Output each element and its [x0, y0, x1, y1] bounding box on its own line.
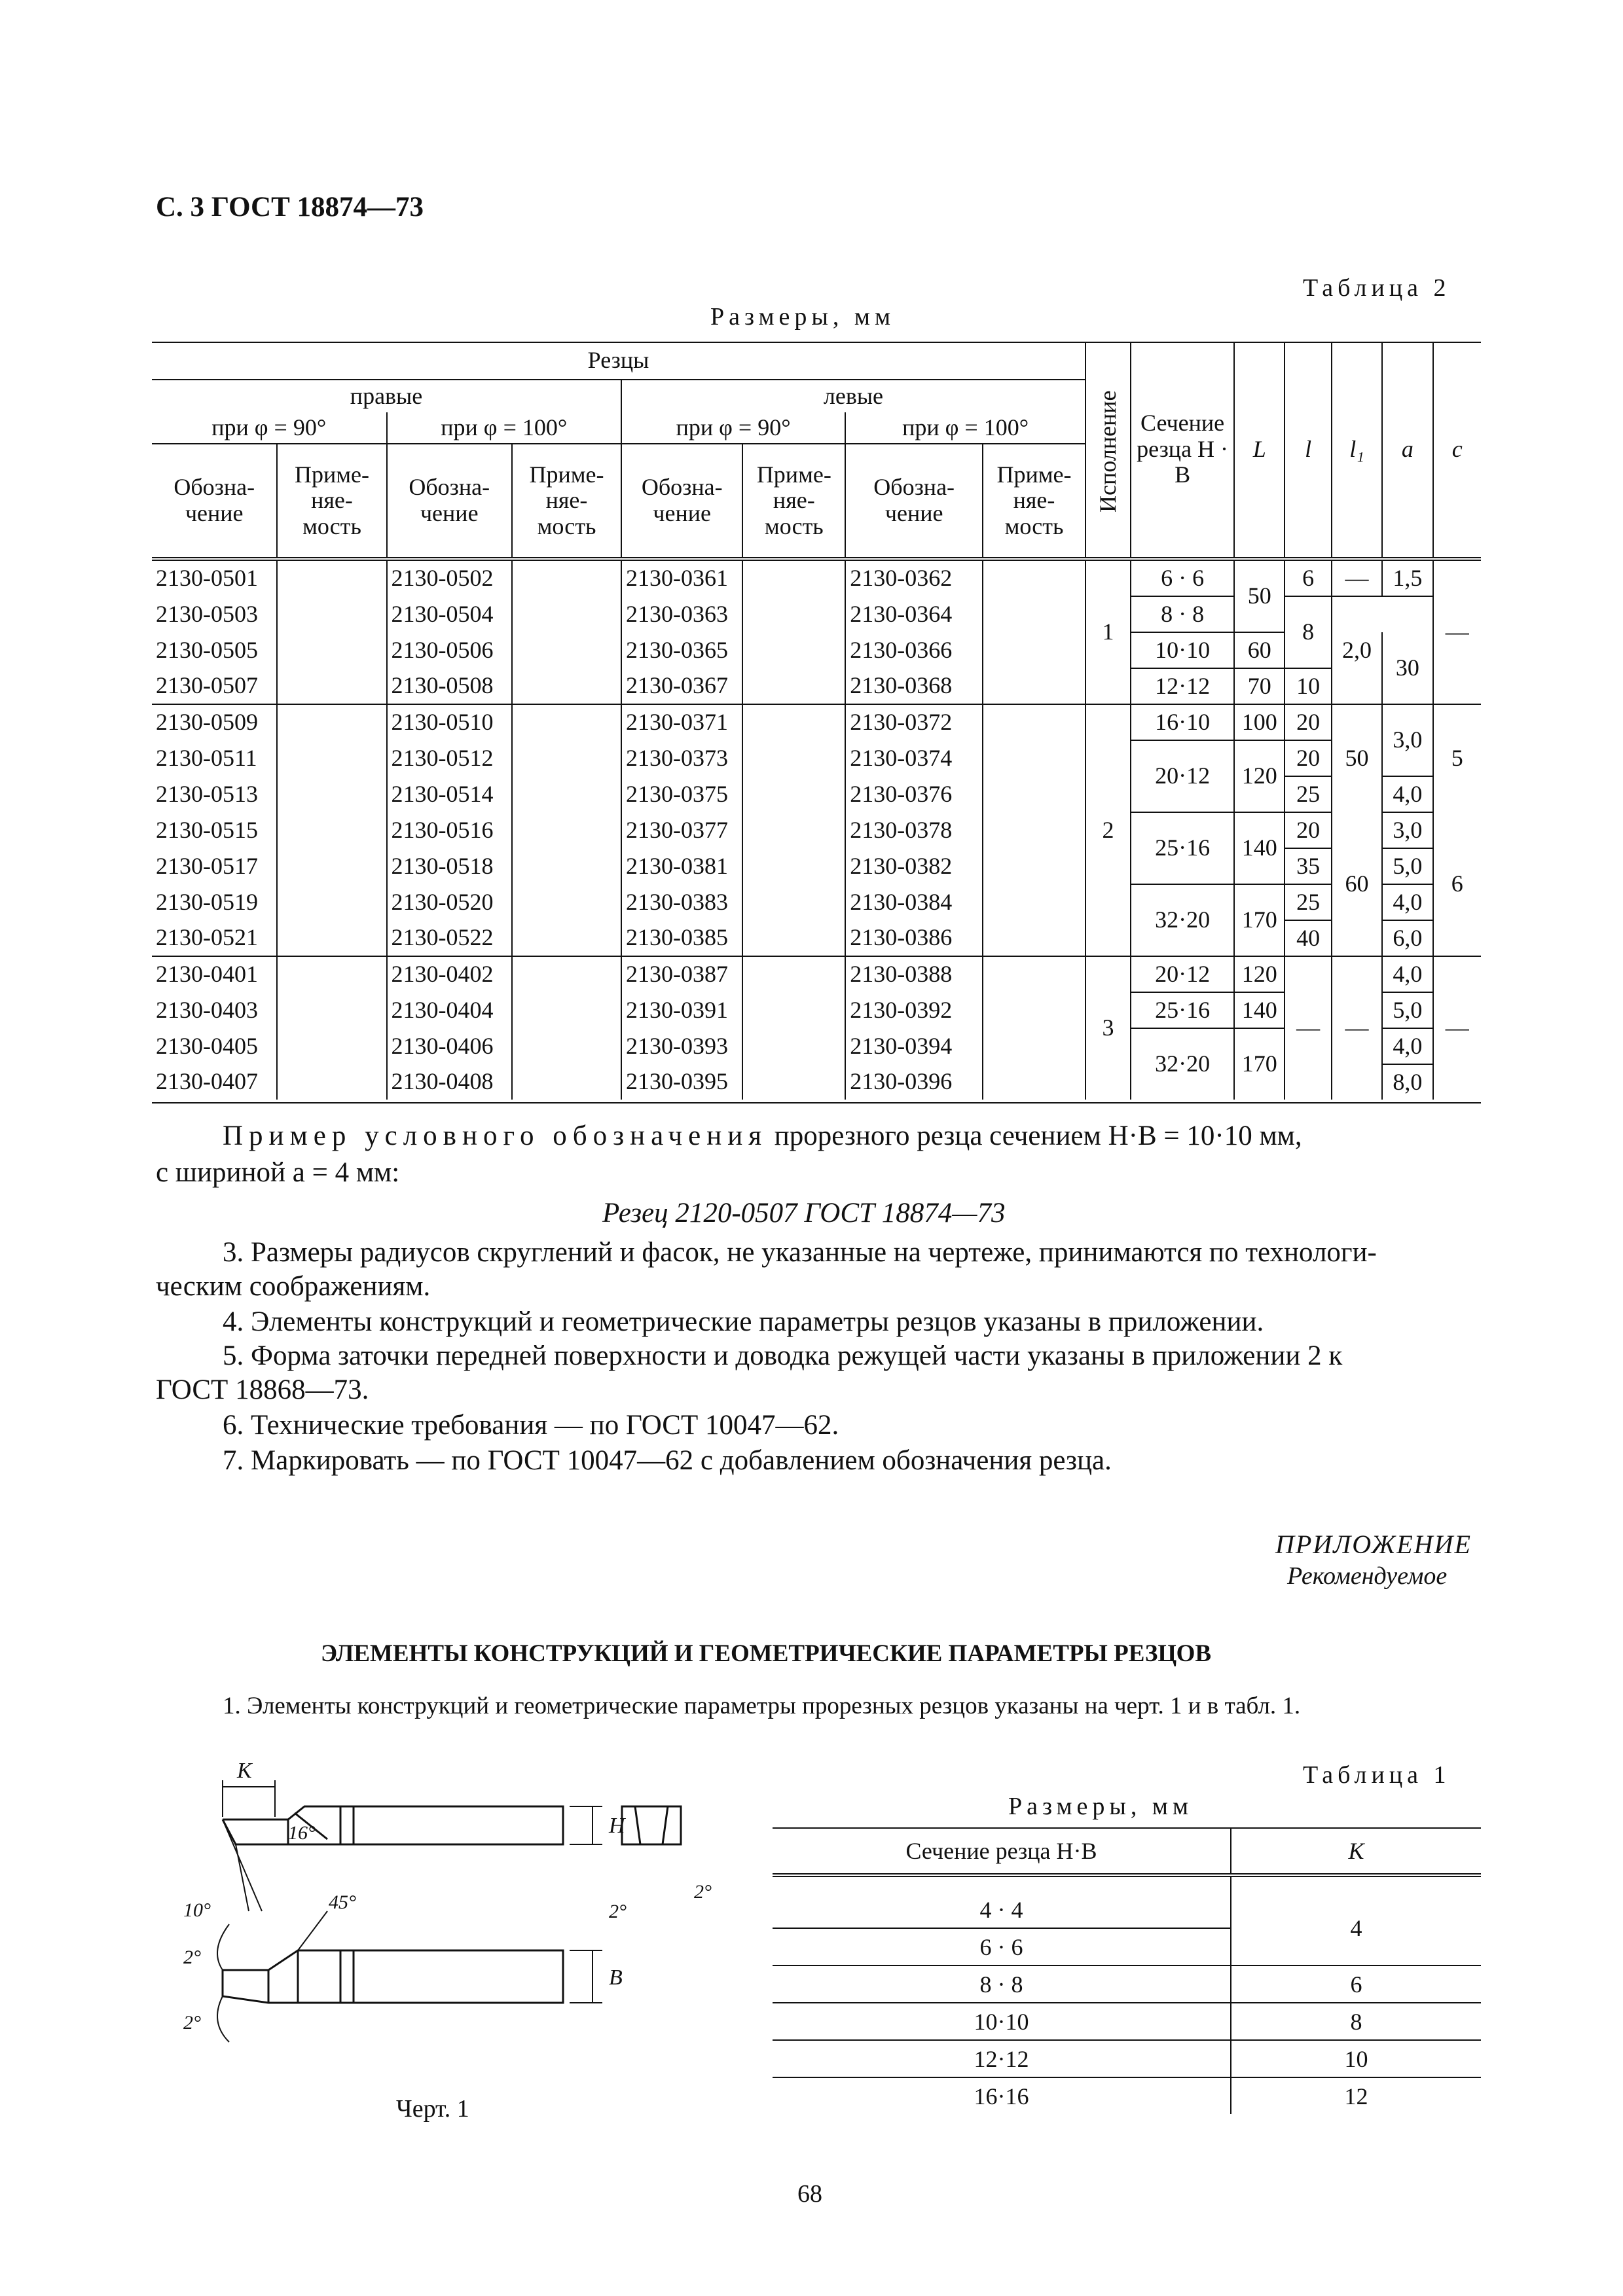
table2-row	[152, 992, 1481, 1028]
table2-prim	[983, 1064, 1085, 1100]
table1-K-2: 8	[1231, 2003, 1481, 2040]
table2-prim	[512, 920, 621, 956]
table2-code: 2130-0510	[387, 704, 512, 740]
table1-K-0: 4	[1231, 1892, 1481, 1965]
table2-prim	[742, 559, 845, 596]
table2-cell: 5,0	[1382, 848, 1432, 884]
table2-prim	[277, 812, 386, 848]
table2-code: 2130-0403	[156, 996, 258, 1023]
item-3-cont: ческим соображениям.	[156, 1271, 431, 1302]
table2-code: 2130-0383	[621, 884, 742, 920]
table2-cell: 2	[1085, 704, 1131, 956]
table2-prim	[512, 1064, 621, 1100]
table2-cell: 25	[1285, 776, 1331, 812]
table2-code: 2130-0402	[387, 956, 512, 992]
table2-code: 2130-0386	[845, 920, 983, 956]
table2-units: Размеры, мм	[710, 303, 896, 331]
table2-prim	[742, 920, 845, 956]
label-45deg: 45°	[329, 1892, 356, 1913]
table2-code: 2130-0404	[387, 992, 512, 1028]
table2-code: 2130-0364	[845, 596, 983, 632]
table2-cell: 20	[1285, 704, 1331, 740]
table2-code: 2130-0512	[387, 740, 512, 776]
table2-cell: 20·12	[1131, 740, 1234, 812]
table1-sech-3: 10·10	[773, 2003, 1231, 2040]
table2-cell: 6	[1285, 559, 1331, 596]
table2-cell: 60	[1332, 812, 1382, 956]
table2-prim	[742, 956, 845, 992]
table2-row	[152, 668, 1481, 704]
table2-prim	[277, 884, 386, 920]
table2-cell: 40	[1285, 920, 1331, 956]
table2-cell: 6,0	[1382, 920, 1432, 956]
table2-code: 2130-0375	[621, 776, 742, 812]
table2-prim	[277, 632, 386, 668]
table2-cell: —	[1433, 559, 1481, 704]
table2-cell: 140	[1234, 992, 1285, 1028]
table2-cell: 70	[1234, 668, 1285, 704]
table2-cell: 25·16	[1131, 992, 1234, 1028]
table2-head-l: l	[1285, 342, 1331, 559]
table2-prim	[742, 596, 845, 632]
table2-cell: 3,0	[1382, 812, 1432, 848]
table2-prim	[983, 668, 1085, 704]
label-B: B	[609, 1965, 623, 1990]
table2-row	[152, 956, 1481, 992]
table2-prim	[742, 704, 845, 740]
table1-head-K: K	[1231, 1828, 1481, 1875]
table2-code: 2130-0518	[387, 848, 512, 884]
table2-head-l1: l₁	[1332, 342, 1382, 559]
label-2deg-top: 2°	[183, 1946, 201, 1968]
item-5-cont: ГОСТ 18868—73.	[156, 1374, 369, 1405]
table2-code: 2130-0372	[845, 704, 983, 740]
table2-row	[152, 884, 1481, 920]
table2-code: 2130-0395	[621, 1064, 742, 1100]
item-5: 5. Форма заточки передней поверхности и доводка режущей части указаны в приложении 2 к	[223, 1340, 1343, 1371]
table2-code: 2130-0401	[156, 961, 258, 988]
table2-prim	[512, 956, 621, 992]
table2-code: 2130-0507	[152, 668, 277, 704]
drawing-caption: Черт. 1	[396, 2095, 469, 2123]
table2-prim	[512, 668, 621, 704]
table2-code: 2130-0503	[156, 600, 258, 627]
table2-cell: 4,0	[1382, 884, 1432, 920]
table2-cell: 120	[1234, 740, 1285, 812]
table1-units: Размеры, мм	[1008, 1793, 1194, 1820]
table2-head-oboz-4: Обозна- чение	[845, 444, 983, 559]
table2-cell: 25	[1285, 884, 1331, 920]
table2-head-prim-2: Приме- няе- мость	[512, 444, 621, 559]
table2-row	[152, 812, 1481, 848]
label-16deg: 16°	[288, 1822, 316, 1844]
table2-code: 2130-0405	[156, 1032, 258, 1059]
table2-cell: 10·10	[1131, 632, 1234, 668]
table2-head-phi100-right: при φ = 100°	[387, 412, 622, 444]
table2-prim	[512, 632, 621, 668]
table2-row	[152, 632, 1481, 668]
table2-cell: 35	[1285, 848, 1331, 884]
table1-caption: Таблица 1	[1303, 1761, 1451, 1789]
table2-prim	[512, 596, 621, 632]
table2-prim	[277, 596, 386, 632]
table2-cell: 5	[1433, 704, 1481, 812]
table2-code: 2130-0381	[621, 848, 742, 884]
table2-prim	[512, 848, 621, 884]
table2-cell: 32·20	[1131, 1028, 1234, 1100]
table2-code: 2130-0363	[621, 596, 742, 632]
table2-prim	[742, 776, 845, 812]
table2-prim	[277, 704, 386, 740]
table2-prim	[742, 848, 845, 884]
table2-prim	[983, 704, 1085, 740]
table2-prim	[277, 956, 386, 992]
table1-sech-0: 4 · 4	[773, 1892, 1231, 1928]
table2-code: 2130-0373	[621, 740, 742, 776]
example-designation: Резец 2120-0507 ГОСТ 18874—73	[602, 1198, 1006, 1229]
table2-row	[152, 740, 1481, 776]
label-10deg: 10°	[183, 1899, 211, 1921]
table1-sech-2: 8 · 8	[773, 1965, 1231, 2003]
table2-code: 2130-0387	[621, 956, 742, 992]
table2-cell: 20·12	[1131, 956, 1234, 992]
table2-code: 2130-0508	[387, 668, 512, 704]
table2-head-phi100-left: при φ = 100°	[845, 412, 1085, 444]
table2-cell: 16·10	[1131, 704, 1234, 740]
table2-row	[152, 704, 1481, 740]
table2-prim	[742, 1064, 845, 1100]
label-2deg-bottom: 2°	[183, 2012, 201, 2034]
table2-prim	[277, 1064, 386, 1100]
table2-code: 2130-0394	[845, 1028, 983, 1064]
table2-code: 2130-0388	[845, 956, 983, 992]
table2-cell: 50	[1332, 704, 1382, 812]
table2-cell: 10	[1285, 668, 1331, 704]
table2-code: 2130-0509	[156, 709, 258, 736]
table2-prim	[742, 740, 845, 776]
table2-cell: 140	[1234, 812, 1285, 884]
table2-code: 2130-0371	[621, 704, 742, 740]
table1-head-sech: Сечение резца H·B	[773, 1828, 1231, 1875]
table2-prim	[742, 1028, 845, 1064]
table2-head-phi90-right: при φ = 90°	[152, 412, 387, 444]
table2-code: 2130-0516	[387, 812, 512, 848]
table1-K-4: 12	[1231, 2077, 1481, 2114]
table2-cell: 4,0	[1382, 1028, 1432, 1064]
table2-row	[152, 559, 1481, 596]
example-lead: Пример условного обозначения	[223, 1121, 768, 1151]
table2-code: 2130-0521	[152, 920, 277, 956]
table2-prim	[277, 559, 386, 596]
cutter-drawing	[157, 1754, 733, 2094]
item-3: 3. Размеры радиусов скруглений и фасок, не указанные на чертеже, принимаются по технологи-	[223, 1237, 1377, 1268]
table2-head-c: c	[1433, 342, 1481, 559]
table2-head-right: правые	[350, 382, 423, 409]
table2-prim	[742, 632, 845, 668]
table2-head-phi90-left: при φ = 90°	[621, 412, 845, 444]
page-header: С. 3 ГОСТ 18874—73	[156, 192, 424, 223]
table2-prim	[277, 1028, 386, 1064]
table2-code: 2130-0513	[156, 780, 258, 807]
table2-prim	[512, 776, 621, 812]
table2-prim	[277, 992, 386, 1028]
table2-code: 2130-0519	[156, 888, 258, 915]
table2-cell: 120	[1234, 956, 1285, 992]
table2-cell: 2,0	[1332, 596, 1382, 704]
table1-sech-4: 12·12	[773, 2040, 1231, 2077]
table2-head-rezcy: Резцы	[152, 342, 1085, 380]
table2-head-isp: Исполнение	[1085, 342, 1131, 559]
table2-row	[152, 1028, 1481, 1064]
table2-prim	[983, 776, 1085, 812]
table2-code: 2130-0367	[621, 668, 742, 704]
table2-cell: 8	[1285, 596, 1331, 668]
table2-code: 2130-0368	[845, 668, 983, 704]
table2-code: 2130-0515	[156, 816, 258, 843]
table2-code: 2130-0362	[845, 559, 983, 596]
table2-code: 2130-0366	[845, 632, 983, 668]
table2-prim	[512, 704, 621, 740]
table1	[773, 1827, 1481, 2114]
table2-prim	[512, 812, 621, 848]
table2-prim	[277, 848, 386, 884]
table2-cell: 1	[1085, 559, 1131, 704]
table2-code: 2130-0502	[387, 559, 512, 596]
table1-K-3: 10	[1231, 2040, 1481, 2077]
table2-prim	[983, 884, 1085, 920]
item-6: 6. Технические требования — по ГОСТ 10047—62.	[223, 1410, 839, 1441]
table2-cell: 3	[1085, 956, 1131, 1100]
table2-code: 2130-0385	[621, 920, 742, 956]
table2-cell: —	[1332, 559, 1382, 596]
table2-cell: 32·20	[1131, 884, 1234, 956]
table2-prim	[742, 992, 845, 1028]
table2-cell: 12·12	[1131, 668, 1234, 704]
item-4: 4. Элементы конструкций и геометрические параметры резцов указаны в приложении.	[223, 1306, 1264, 1337]
table2-head-prim-3: Приме- няе- мость	[742, 444, 845, 559]
table2-cell: 60	[1234, 632, 1285, 668]
table2-code: 2130-0511	[156, 744, 257, 771]
table2-code: 2130-0393	[621, 1028, 742, 1064]
table2-head-oboz-2: Обозна- чение	[387, 444, 512, 559]
table2-code: 2130-0374	[845, 740, 983, 776]
table2-cell: —	[1285, 956, 1331, 1100]
label-H: H	[609, 1814, 625, 1838]
appendix-title: ПРИЛОЖЕНИЕ	[1275, 1530, 1472, 1559]
cutter-top-outline	[223, 1806, 563, 1844]
table2-cell: 4,0	[1382, 956, 1432, 992]
table2-prim	[983, 740, 1085, 776]
table2-prim	[983, 920, 1085, 956]
table2-prim	[512, 559, 621, 596]
cutter-bottom-outline	[223, 1950, 563, 2003]
table2-cell: 4,0	[1382, 776, 1432, 812]
table2-cell: —	[1332, 956, 1382, 1100]
table2-cell: 30	[1382, 632, 1432, 704]
table2-head-oboz-1: Обозна- чение	[152, 444, 277, 559]
table2-code: 2130-0382	[845, 848, 983, 884]
example-rest: прорезного резца сечением H·B = 10·10 мм,	[774, 1121, 1302, 1151]
table2-cell: 25·16	[1131, 812, 1234, 884]
label-K: K	[237, 1759, 252, 1783]
table2-code: 2130-0407	[156, 1068, 258, 1095]
table2-prim	[742, 884, 845, 920]
table2-cell: 170	[1234, 884, 1285, 956]
table2-code: 2130-0396	[845, 1064, 983, 1100]
table2-code: 2130-0392	[845, 992, 983, 1028]
table2-prim	[983, 812, 1085, 848]
table2-cell: —	[1433, 956, 1481, 1100]
table2-bottom-rule	[152, 1102, 1481, 1103]
table2-head-prim-1: Приме- няе- мость	[277, 444, 386, 559]
table2-prim	[983, 956, 1085, 992]
table2-prim	[512, 992, 621, 1028]
table2-cell: 170	[1234, 1028, 1285, 1100]
table2-prim	[742, 812, 845, 848]
table2-code: 2130-0522	[387, 920, 512, 956]
table2-cell: 6	[1433, 812, 1481, 956]
table2-code: 2130-0376	[845, 776, 983, 812]
table2-cell: 6 · 6	[1131, 559, 1234, 596]
table2-code: 2130-0514	[387, 776, 512, 812]
table2-prim	[277, 668, 386, 704]
table2-code: 2130-0520	[387, 884, 512, 920]
table1-sech-1: 6 · 6	[773, 1928, 1231, 1965]
table2-prim	[512, 740, 621, 776]
table2-code: 2130-0406	[387, 1028, 512, 1064]
table2-code: 2130-0384	[845, 884, 983, 920]
table2-cell: 20	[1285, 812, 1331, 848]
section-title: ЭЛЕМЕНТЫ КОНСТРУКЦИЙ И ГЕОМЕТРИЧЕСКИЕ ПАРАМЕТРЫ РЕЗЦОВ	[321, 1640, 1212, 1667]
item-7: 7. Маркировать — по ГОСТ 10047—62 с добавлением обозначения резца.	[223, 1445, 1112, 1476]
table2-cell: 20	[1285, 740, 1331, 776]
table2-code: 2130-0506	[387, 632, 512, 668]
label-2deg-left: 2°	[609, 1901, 627, 1922]
table2-code: 2130-0391	[621, 992, 742, 1028]
table2-cell: 3,0	[1382, 704, 1432, 776]
table2-prim	[983, 992, 1085, 1028]
table2-body	[152, 559, 1481, 1100]
table1-sech-5: 16·16	[974, 2083, 1029, 2109]
table2-code: 2130-0504	[387, 596, 512, 632]
table2-prim	[277, 740, 386, 776]
table2-prim	[512, 884, 621, 920]
table2-head-oboz-3: Обозна- чение	[621, 444, 742, 559]
table2-prim	[512, 1028, 621, 1064]
table2-prim	[983, 1028, 1085, 1064]
table2-head-sech: Сечение резца H · B	[1131, 342, 1234, 559]
table2-code: 2130-0517	[156, 852, 258, 879]
table2	[152, 342, 1481, 1100]
table2-head-left: левые	[621, 380, 1085, 412]
table2-cell: 8,0	[1382, 1064, 1432, 1100]
table2-head-prim-4: Приме- няе- мость	[983, 444, 1085, 559]
table2-prim	[983, 559, 1085, 596]
table2-prim	[742, 668, 845, 704]
table2-code: 2130-0361	[621, 559, 742, 596]
table2-code: 2130-0378	[845, 812, 983, 848]
example-line2: с шириной a = 4 мм:	[156, 1157, 400, 1188]
table2-prim	[277, 920, 386, 956]
table2-code: 2130-0505	[156, 636, 258, 663]
appendix-subtitle: Рекомендуемое	[1287, 1562, 1448, 1590]
table2-caption: Таблица 2	[1303, 274, 1451, 302]
section-para: 1. Элементы конструкций и геометрические параметры прорезных резцов указаны на черт. 1 и в табл. 1.	[223, 1693, 1301, 1719]
table2-code: 2130-0377	[621, 812, 742, 848]
table2-head-L: L	[1234, 342, 1285, 559]
table2-head-a: a	[1382, 342, 1432, 559]
table2-prim	[277, 776, 386, 812]
example-line1	[223, 1118, 1302, 1155]
table2-cell: 100	[1234, 704, 1285, 740]
table2-prim	[983, 848, 1085, 884]
table2-cell: 5,0	[1382, 992, 1432, 1028]
table2-code: 2130-0501	[156, 565, 258, 592]
table2-code: 2130-0408	[387, 1064, 512, 1100]
label-2deg-right: 2°	[694, 1881, 712, 1903]
table2-prim	[983, 596, 1085, 632]
table2-cell: 50	[1234, 559, 1285, 632]
table2-prim	[983, 632, 1085, 668]
table2-cell: 1,5	[1382, 559, 1432, 596]
page-number: 68	[797, 2180, 822, 2208]
table2-code: 2130-0365	[621, 632, 742, 668]
table1-K-1: 6	[1231, 1965, 1481, 2003]
table2-cell: 8 · 8	[1131, 596, 1234, 632]
